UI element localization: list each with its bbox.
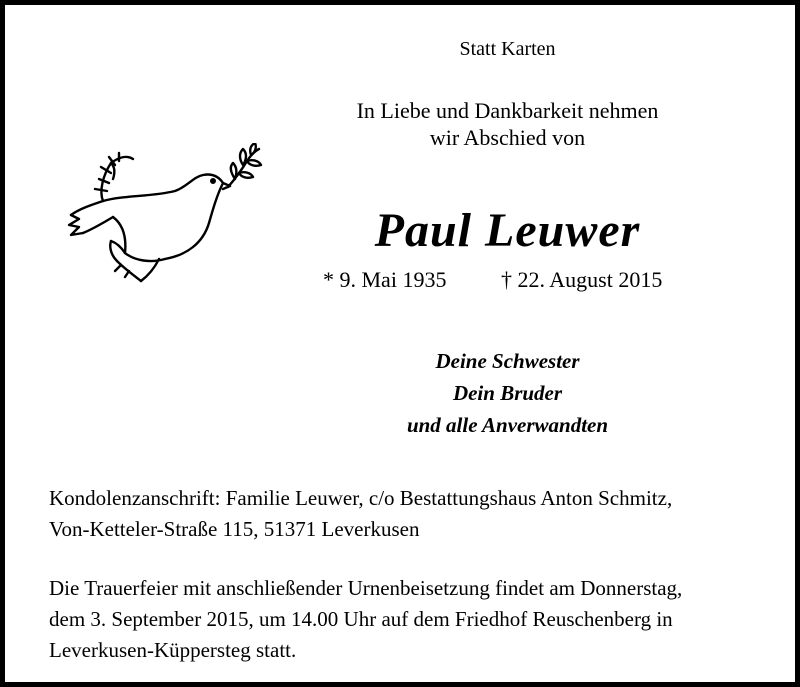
birth-date: * 9. Mai 1935 (323, 267, 447, 292)
intro-text (335, 97, 680, 151)
family-line: Deine Schwester (435, 349, 580, 373)
condolence-line: Von-Ketteler-Straße 115, 51371 Leverkusen (49, 517, 420, 541)
ceremony-line: Leverkusen-Küppersteg statt. (49, 638, 297, 662)
family-line: Dein Bruder (452, 381, 563, 405)
header-text: Statt Karten (459, 38, 556, 60)
condolence-address (49, 483, 769, 545)
dove-with-olive-branch-icon (63, 143, 263, 285)
ceremony-info (49, 573, 769, 666)
death-date: † 22. August 2015 (501, 267, 663, 292)
deceased-name: Paul Leuwer (374, 204, 641, 257)
intro-line: In Liebe und Dankbarkeit nehmen (356, 98, 659, 123)
family-signatures (335, 345, 680, 441)
family-line: und alle Anverwandten (406, 413, 609, 437)
condolence-line: Kondolenzanschrift: Familie Leuwer, c/o Bestattungshaus Anton Schmitz, (49, 486, 673, 510)
ceremony-line: Die Trauerfeier mit anschließender Urnenbeisetzung findet am Donnerstag, (49, 576, 683, 600)
intro-line: wir Abschied von (429, 125, 586, 150)
ceremony-line: dem 3. September 2015, um 14.00 Uhr auf dem Friedhof Reuschenberg in (49, 607, 673, 631)
